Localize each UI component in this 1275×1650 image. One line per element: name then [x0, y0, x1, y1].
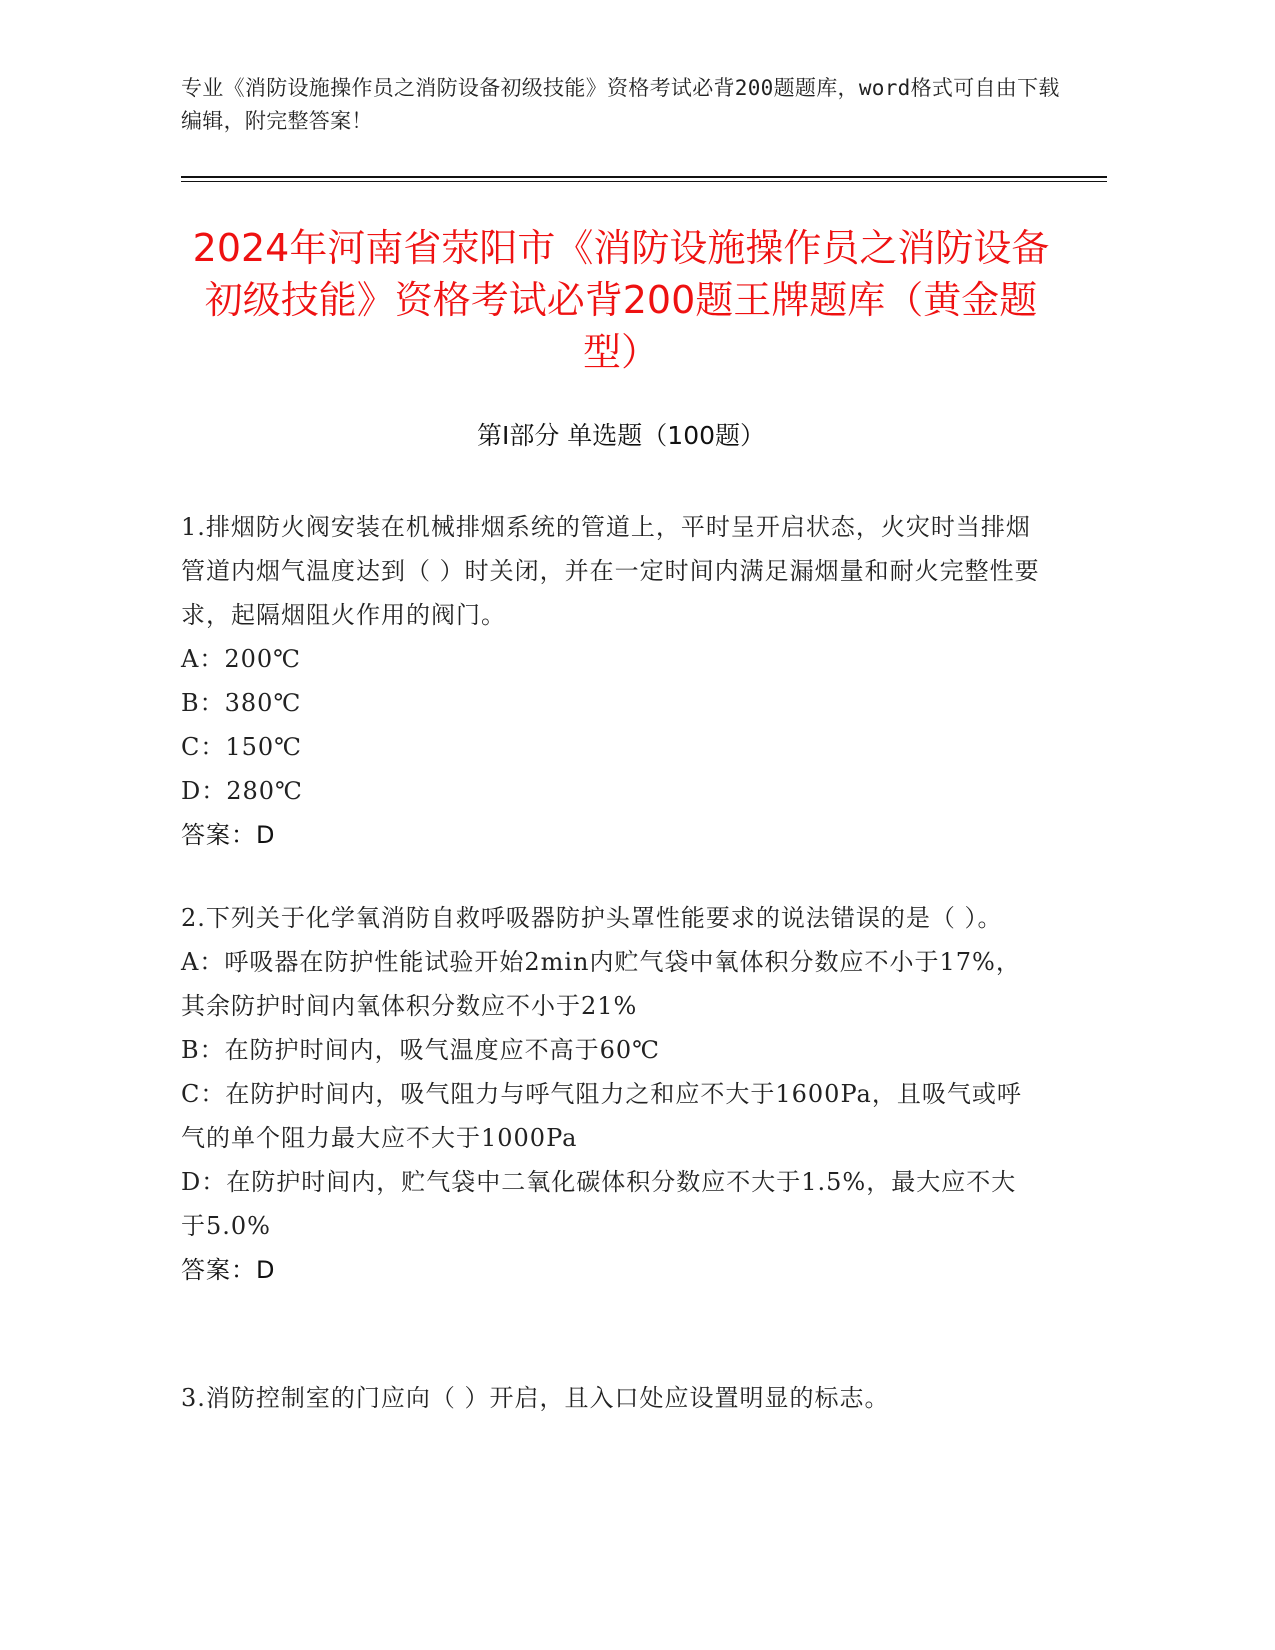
option-c: C：150℃: [181, 733, 303, 761]
question-3: [181, 1376, 1041, 1420]
option-b: B：在防护时间内，吸气温度应不高于60℃: [181, 1036, 661, 1064]
header-divider-thin: [181, 181, 1107, 182]
option-d: D：在防护时间内，贮气袋中二氧化碳体积分数应不大于1.5%，最大应不大于5.0%: [181, 1168, 1017, 1240]
document-title: 2024年河南省荥阳市《消防设施操作员之消防设备初级技能》资格考试必背200题王牌题库（黄金题型）: [192, 226, 1050, 374]
header-note: 专业《消防设施操作员之消防设备初级技能》资格考试必背200题题库，word格式可自由下载编辑，附完整答案！: [181, 76, 1060, 133]
section-title: 第I部分 单选题（100题）: [476, 421, 766, 450]
question-stem: 3.消防控制室的门应向（ ）开启，且入口处应设置明显的标志。: [181, 1384, 890, 1412]
question-stem: 1.排烟防火阀安装在机械排烟系统的管道上，平时呈开启状态，火灾时当排烟管道内烟气温度达到（ ）时关闭，并在一定时间内满足漏烟量和耐火完整性要求，起隔烟阻火作用的阀门。: [181, 513, 1040, 629]
option-d: D：280℃: [181, 777, 303, 805]
option-b: B：380℃: [181, 689, 302, 717]
question-2: [181, 896, 1041, 1292]
option-a: A：200℃: [181, 645, 301, 673]
answer: 答案：D: [181, 1256, 276, 1284]
option-c: C：在防护时间内，吸气阻力与呼气阻力之和应不大于1600Pa，且吸气或呼气的单个阻力最大应不大于1000Pa: [181, 1080, 1022, 1152]
header-divider-thick: [181, 176, 1107, 178]
option-a: A：呼吸器在防护性能试验开始2min内贮气袋中氧体积分数应不小于17%，其余防护时间内氧体积分数应不小于21%: [181, 948, 1021, 1020]
question-1: [181, 505, 1041, 857]
answer: 答案：D: [181, 821, 276, 849]
question-stem: 2.下列关于化学氧消防自救呼吸器防护头罩性能要求的说法错误的是（ ）。: [181, 904, 1003, 932]
